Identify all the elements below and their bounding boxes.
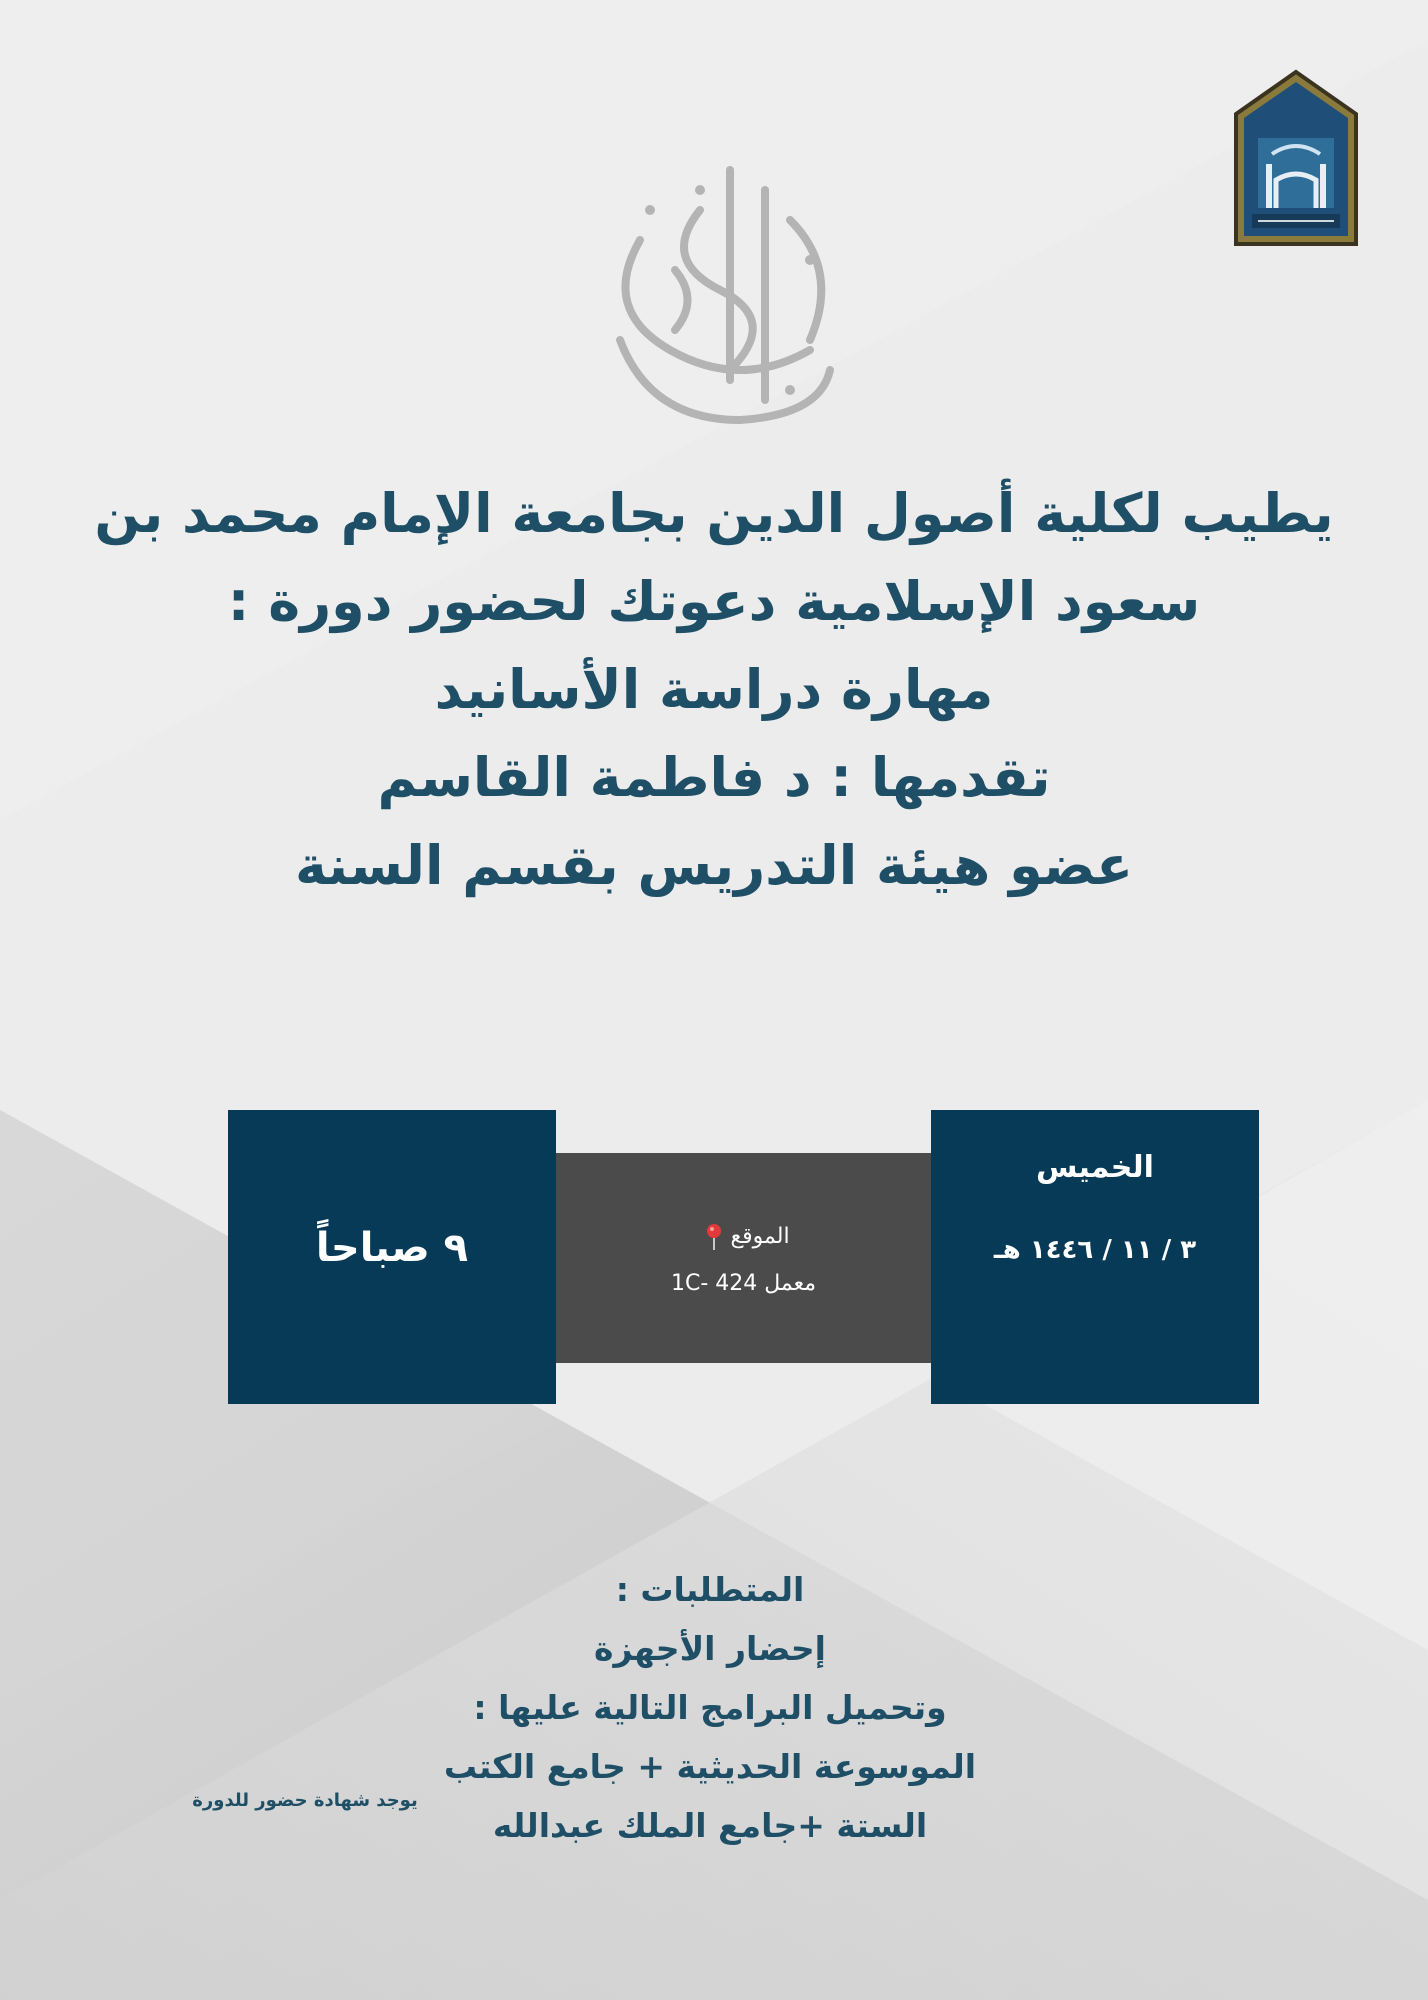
presenter-line: تقدمها : د فاطمة القاسم xyxy=(377,746,1051,809)
requirements-heading: المتطلبات : xyxy=(615,1570,805,1609)
requirement-item: الموسوعة الحديثية + جامع الكتب xyxy=(443,1747,977,1786)
event-day: الخميس xyxy=(1036,1150,1154,1185)
headline-line-2: سعود الإسلامية دعوتك لحضور دورة : xyxy=(227,570,1201,633)
certificate-note: يوجد شهادة حضور للدورة xyxy=(192,1790,418,1811)
requirement-item: الستة +جامع الملك عبدالله xyxy=(492,1806,928,1845)
event-time: ٩ صباحاً xyxy=(315,1225,469,1271)
time-box xyxy=(228,1110,556,1404)
map-pin-icon xyxy=(705,1223,723,1251)
presenter-position: عضو هيئة التدريس بقسم السنة xyxy=(294,834,1134,897)
location-label-row xyxy=(556,1223,931,1251)
event-date: ٣ / ١١ / ١٤٤٦ هـ xyxy=(993,1235,1197,1265)
location-room: معمل 424 -1C xyxy=(670,1271,817,1296)
university-logo xyxy=(1232,68,1360,248)
requirements-section xyxy=(440,1560,980,1855)
calligraphy-emblem xyxy=(580,150,860,440)
location-box xyxy=(556,1153,931,1363)
requirement-item: إحضار الأجهزة xyxy=(594,1629,826,1668)
requirement-item: وتحميل البرامج التالية عليها : xyxy=(473,1688,947,1727)
date-box xyxy=(931,1110,1259,1404)
course-title: مهارة دراسة الأسانيد xyxy=(434,658,994,721)
headline-line-1: يطيب لكلية أصول الدين بجامعة الإمام محمد بن xyxy=(94,482,1334,545)
invitation-headline xyxy=(80,470,1348,910)
location-label: الموقع xyxy=(730,1224,790,1249)
